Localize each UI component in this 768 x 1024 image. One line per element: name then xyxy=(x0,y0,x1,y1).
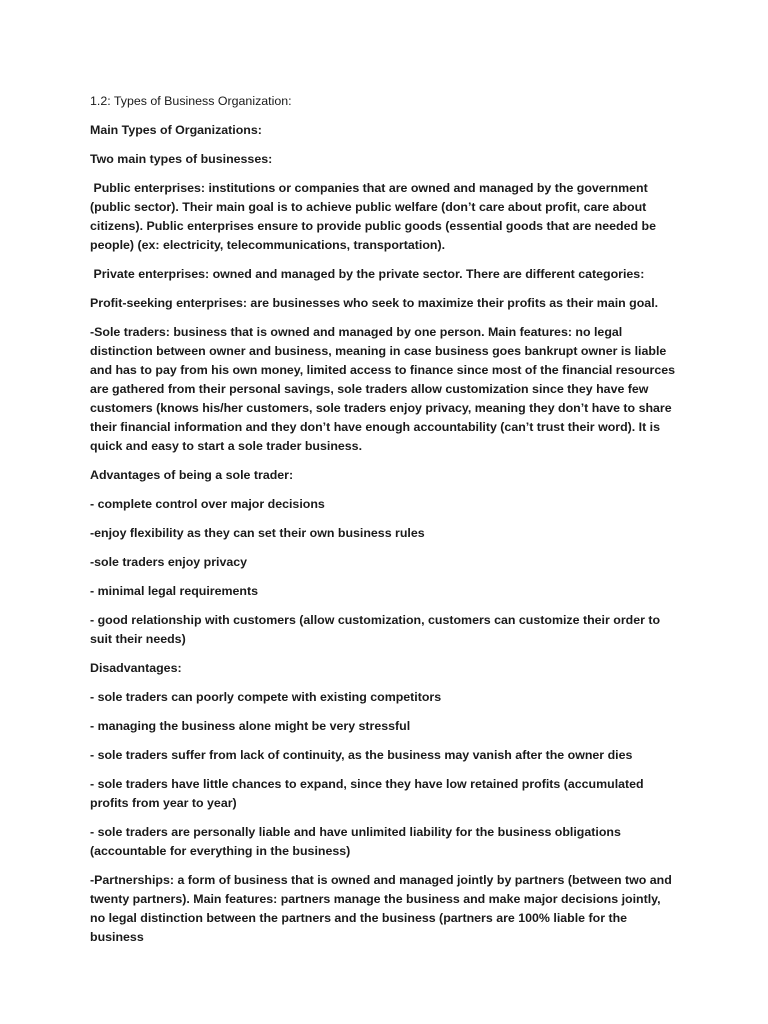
paragraph-private-enterprises: Private enterprises: owned and managed by the private sector. There are different categories: xyxy=(90,267,645,281)
paragraph-advantages-heading: Advantages of being a sole trader: xyxy=(90,468,294,482)
list-item-disadvantage: - sole traders are personally liable and have unlimited liability for the business obligations (accountable for everything in the business) xyxy=(90,825,621,858)
list-item-advantage: - complete control over major decisions xyxy=(90,497,325,511)
list-item-advantage: -sole traders enjoy privacy xyxy=(90,555,248,569)
list-item-disadvantage: - sole traders suffer from lack of continuity, as the business may vanish after the owner dies xyxy=(90,748,633,762)
document-title: 1.2: Types of Business Organization: xyxy=(90,94,292,108)
list-item-disadvantage: - managing the business alone might be very stressful xyxy=(90,719,411,733)
paragraph-sole-traders: -Sole traders: business that is owned and managed by one person. Main features: no legal distinction between owner and business, meaning in case business goes bankrupt owner is liable and has to pay from his own money, limited access to finance since most of the financial resources are gathered from their personal savings, sole traders allow customization since they have few customers (knows his/her customers, sole traders enjoy privacy, meaning they don’t have to share their financial information and they don’t have enough accountability (can’t trust their word). It is quick and easy to start a sole trader business. xyxy=(90,325,676,453)
document-page xyxy=(90,92,678,957)
paragraph-public-enterprises: Public enterprises: institutions or companies that are owned and managed by the government (public sector). Their main goal is to achieve public welfare (don’t care about profit, care about citizens). Public enterprises ensure to provide public goods (essential goods that are needed be people) (ex: electricity, telecommunications, transportation). xyxy=(90,181,660,252)
paragraph-partnerships: -Partnerships: a form of business that is owned and managed jointly by partners (between two and twenty partners). Main features: partners manage the business and make major decisions jointly, no legal distinction between the partners and the business (partners are 100% liable for the business xyxy=(90,873,672,944)
paragraph-two-main-types: Two main types of businesses: xyxy=(90,152,273,166)
paragraph-disadvantages-heading: Disadvantages: xyxy=(90,661,182,675)
paragraph-profit-seeking: Profit-seeking enterprises: are businesses who seek to maximize their profits as their main goal. xyxy=(90,296,659,310)
list-item-advantage: - minimal legal requirements xyxy=(90,584,259,598)
paragraph-main-types: Main Types of Organizations: xyxy=(90,123,262,137)
list-item-disadvantage: - sole traders can poorly compete with existing competitors xyxy=(90,690,442,704)
list-item-advantage: - good relationship with customers (allow customization, customers can customize their order to suit their needs) xyxy=(90,613,661,646)
list-item-disadvantage: - sole traders have little chances to expand, since they have low retained profits (accumulated profits from year to year) xyxy=(90,777,644,810)
list-item-advantage: -enjoy flexibility as they can set their own business rules xyxy=(90,526,425,540)
